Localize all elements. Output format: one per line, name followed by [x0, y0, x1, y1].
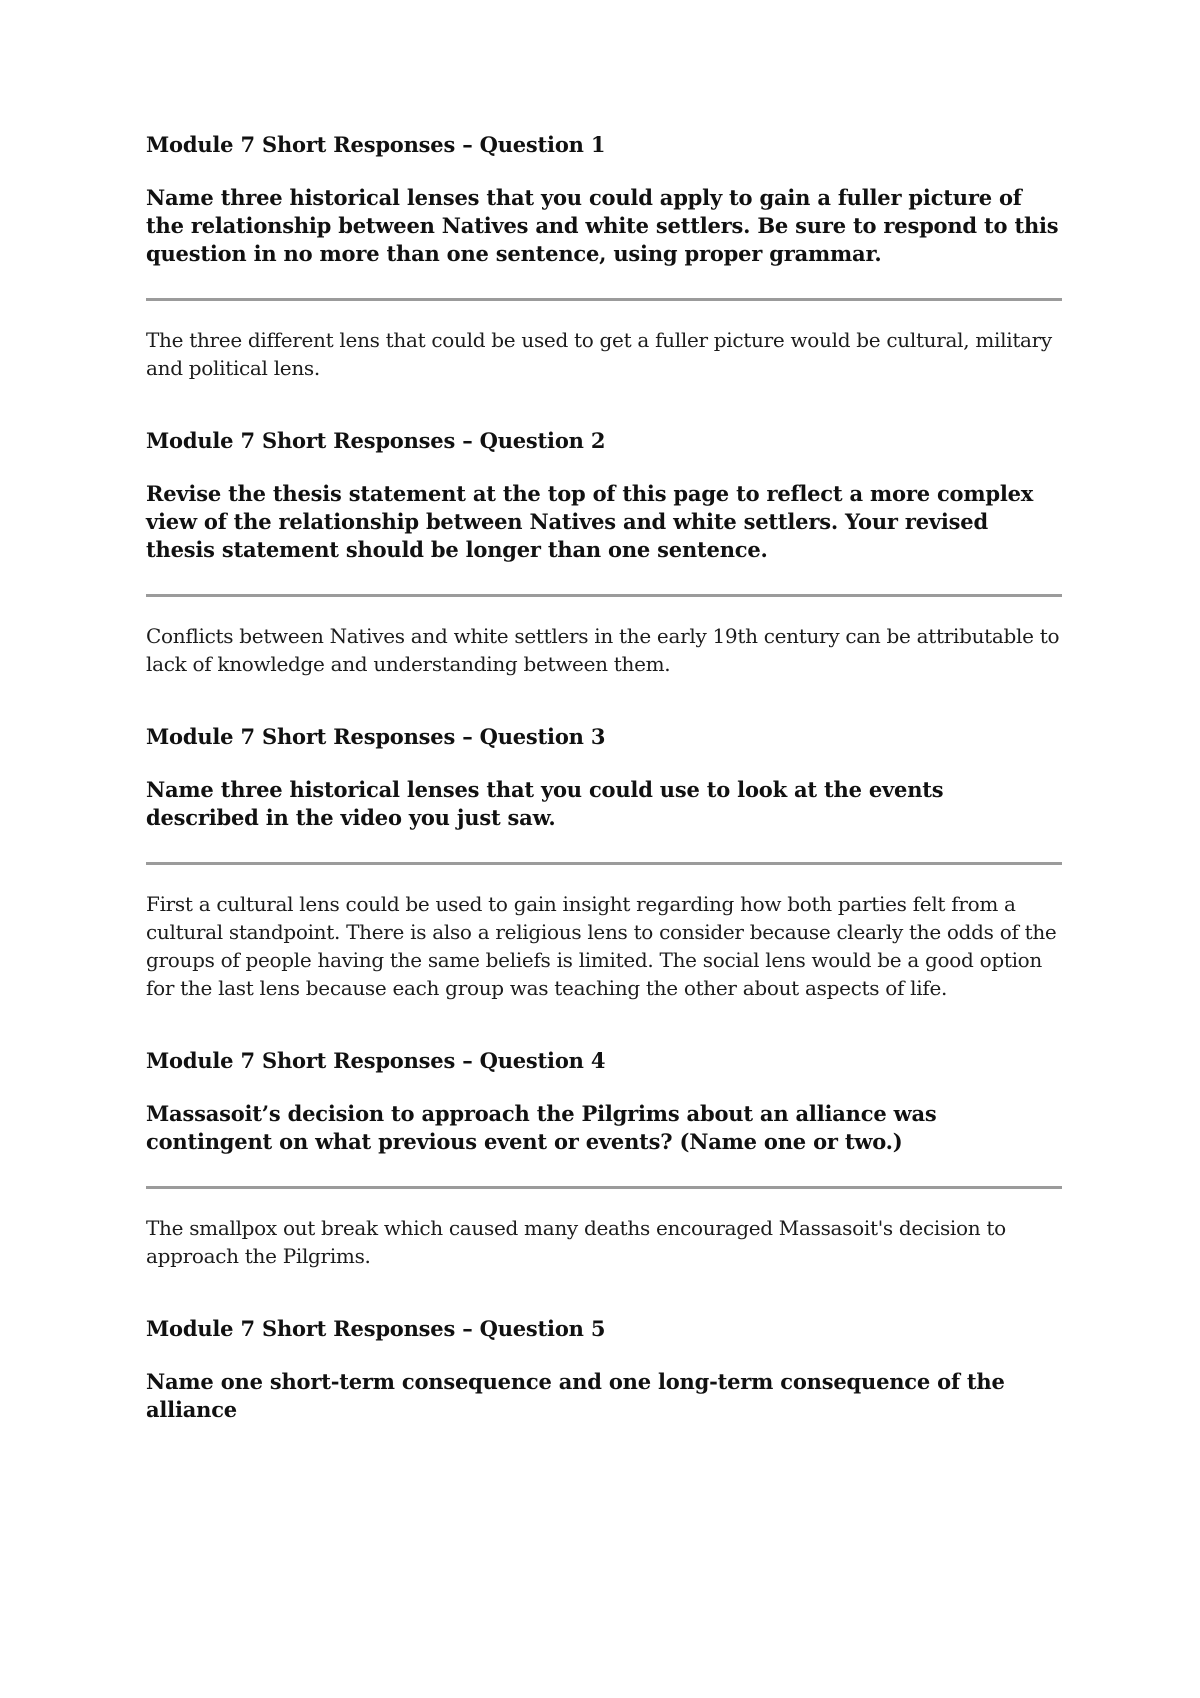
question-1-prompt: Name three historical lenses that you could apply to gain a fuller picture of the relationship between Natives and white settlers. Be sure to respond to this question in no more than one sentence, using proper grammar.	[146, 185, 1059, 266]
question-2-prompt: Revise the thesis statement at the top of this page to reflect a more complex view of the relationship between Natives and white settlers. Your revised thesis statement should be longer than one sentence.	[146, 481, 1034, 562]
question-1-block	[146, 128, 1062, 382]
question-4-prompt: Massasoit’s decision to approach the Pilgrims about an alliance was contingent on what previous event or events? (Name one or two.)	[146, 1101, 937, 1154]
question-5-heading: Module 7 Short Responses – Question 5	[146, 1316, 606, 1341]
question-2-block	[146, 424, 1062, 678]
question-3-prompt: Name three historical lenses that you could use to look at the events described in the video you just saw.	[146, 777, 944, 830]
question-1-answer: The three different lens that could be used to get a fuller picture would be cultural, military and political lens.	[146, 328, 1052, 380]
question-4-block	[146, 1044, 1062, 1270]
question-3-divider	[146, 862, 1062, 865]
question-5-prompt: Name one short-term consequence and one long-term consequence of the alliance	[146, 1369, 1005, 1422]
question-2-heading: Module 7 Short Responses – Question 2	[146, 428, 606, 453]
question-3-block	[146, 720, 1062, 1002]
question-1-heading: Module 7 Short Responses – Question 1	[146, 132, 606, 157]
question-4-answer: The smallpox out break which caused many deaths encouraged Massasoit's decision to approach the Pilgrims.	[146, 1216, 1006, 1268]
document-content	[146, 128, 1062, 1424]
question-1-divider	[146, 298, 1062, 301]
question-4-divider	[146, 1186, 1062, 1189]
question-4-heading: Module 7 Short Responses – Question 4	[146, 1048, 606, 1073]
question-5-block	[146, 1312, 1062, 1424]
question-3-heading: Module 7 Short Responses – Question 3	[146, 724, 606, 749]
question-2-answer: Conflicts between Natives and white settlers in the early 19th century can be attributable to lack of knowledge and understanding between them.	[146, 624, 1060, 676]
question-2-divider	[146, 594, 1062, 597]
question-3-answer: First a cultural lens could be used to gain insight regarding how both parties felt from a cultural standpoint. There is also a religious lens to consider because clearly the odds of the groups of people having the same beliefs is limited. The social lens would be a good option for the last lens because each group was teaching the other about aspects of life.	[146, 892, 1057, 1000]
